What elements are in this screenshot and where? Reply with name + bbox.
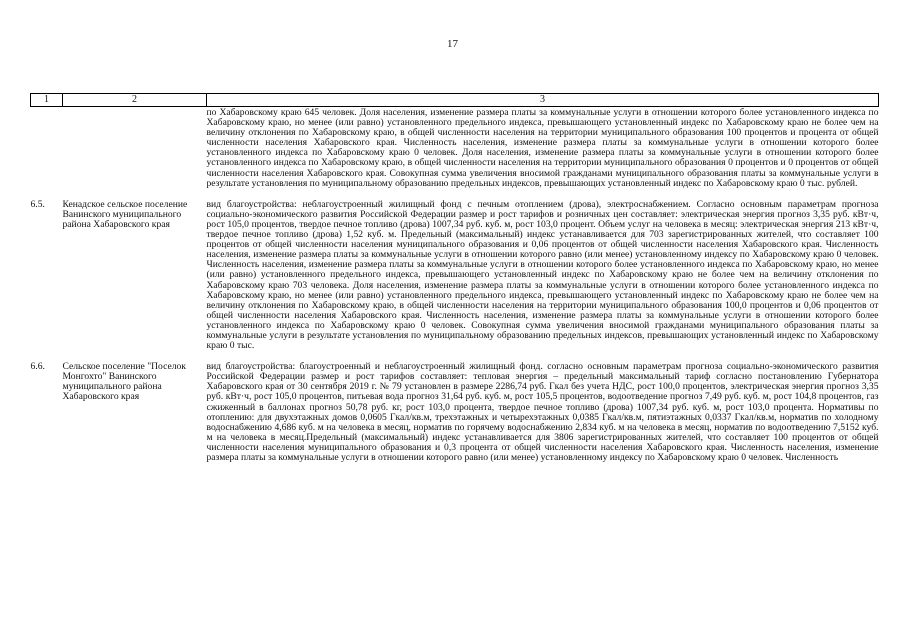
table-row	[31, 189, 879, 351]
table-row	[31, 107, 879, 189]
table-row	[31, 351, 879, 463]
municipality-name: Сельское поселение "Поселок Монгохто" Ванинского муниципального района Хабаровского края	[62, 361, 186, 403]
row-description: вид благоустройства: неблагоустроенный жилищный фонд с печным отоплением (дрова), электроснабжением. Согласно основным параметрам прогноза социально-экономического развития Российской Федерации размер и рост тарифов и розничных цен составляет: электрическая энергия прогноз 3,35 руб. кВт·ч, рост 105,0 процентов, твердое печное топливо (дрова) 1007,34 руб. куб. м, рост 103,0 процент. Объем услуг на человека в месяц: электрическая энергия 213 кВт·ч, твердое печное топливо (дрова) 1,52 куб. м. Предельный (максимальный) индекс устанавливается для 703 зарегистрированных жителей, что составляет 100 процентов от общей численности населения муниципального образования и 0,06 процентов от общей численности населения Хабаровского края. Численность населения, изменение размера платы за коммунальные услуги в отношении которого равно (или менее) установленному индексу по Хабаровскому краю 0 человек. Численность населения, изменение размера платы за коммунальные услуги в отношении которого более установленного индекса по Хабаровскому краю, но менее (или равно) установленного предельного индекса, превышающего установленный индекс по Хабаровскому краю не более чем на величину отклонения по Хабаровскому краю 703 человека. Доля населения, изменение размера платы за коммунальные услуги в отношении которого более установленного индекса по Хабаровскому краю, но менее (или равно) установленного предельного индекса, превышающего установленный индекс по Хабаровскому краю не более чем на величину отклонения по Хабаровскому краю, в общей численности населения на территории муниципального образования 100,0 процентов и 0,06 процентов от общей численности населения Хабаровского края. Численность населения, изменение размера платы за коммунальные услуги в отношении которого более установленного индекса по Хабаровскому краю 0 человек. Совокупная сумма увеличения вносимой гражданами муниципального образования платы за коммунальные услуги в результате установления по муниципальному образованию предельных индексов, превышающих установленный индекс по Хабаровскому краю 0 тыс.	[206, 198, 879, 352]
column-header-1: 1	[31, 94, 63, 107]
page-number: 17	[447, 38, 458, 50]
column-header-2: 2	[63, 94, 207, 107]
row-description: вид благоустройства: благоустроенный и неблагоустроенный жилищный фонд. согласно основным параметрам прогноза социально-экономического развития Российской Федерации размер и рост тарифов составляет: тепловая энергия – предельный максимальный тариф согласно постановлению Губернатора Хабаровского края от 30 сентября 2019 г. № 79 установлен в размере 2286,74 руб. Гкал без учета НДС, рост 100,0 процентов, электрическая энергия прогноз 3,35 руб. кВт·ч, рост 105,0 процентов, питьевая вода прогноз 31,64 руб. куб. м, рост 105,5 процентов, водоотведение прогноз 7,49 руб. куб. м, рост 104,8 процентов, газ сжиженный в баллонах прогноз 50,78 руб. кг, рост 103,0 процента, твердое печное топливо (дрова) 1007,34 руб. куб. м, рост 103,0 процента. Нормативы по отоплению: для двухэтажных домов 0,0605 Гкал/кв.м, трехэтажных и четырехэтажных 0,0385 Гкал/кв.м, пятиэтажных 0,0337 Гкал/кв.м, норматив по холодному водоснабжению 4,686 куб. м на человека в месяц, норматив по горячему водоснабжению 2,834 куб. м на человека в месяц, норматив по водоотведению 7,5152 куб. м на человека в месяц.Предельный (максимальный) индекс устанавливается для 3806 зарегистрированных жителей, что составляет 100 процентов от общей численности населения муниципального образования и 0,3 процента от общей численности населения Хабаровского края. Численность населения, изменение размера платы за коммунальные услуги в отношении которого равно (или менее) установленному индексу по Хабаровскому краю 0 человек. Численность	[206, 361, 879, 463]
row-number: 6.6.	[30, 361, 45, 373]
column-header-3: 3	[207, 94, 879, 107]
row-description: по Хабаровскому краю 645 человек. Доля населения, изменение размера платы за коммунальные услуги в отношении которого более установленного индекса по Хабаровскому краю, но менее (или равно) установленного предельного индекса, превышающего установленный индекс по Хабаровскому краю не более чем на величину отклонения по Хабаровскому краю, в общей численности населения на территории муниципального образования 100 процентов и процента от общей численности населения Хабаровского края. Численность населения, изменение размера платы за коммунальные услуги в отношении которого более установленного индекса по Хабаровскому краю 0 человек. Доля населения, изменение размера платы за коммунальные услуги в отношении которого более установленного индекса по Хабаровскому краю, в общей численности населения на территории муниципального образования 0 процентов и 0 процентов от общей численности населения Хабаровского края. Совокупная сумма увеличения вносимой гражданами муниципального образования платы за коммунальные услуги в результате установления по муниципальному образованию предельных индексов, превышающих установленный индекс по Хабаровскому краю 0 тыс. рублей.	[206, 107, 879, 189]
municipality-name	[63, 107, 207, 189]
table-header-row	[31, 94, 879, 107]
document-table	[30, 93, 879, 463]
municipality-name: Кенадское сельское поселение Ванинского муниципального района Хабаровского края	[62, 198, 188, 230]
row-number	[31, 107, 63, 189]
row-number: 6.5.	[30, 198, 45, 210]
